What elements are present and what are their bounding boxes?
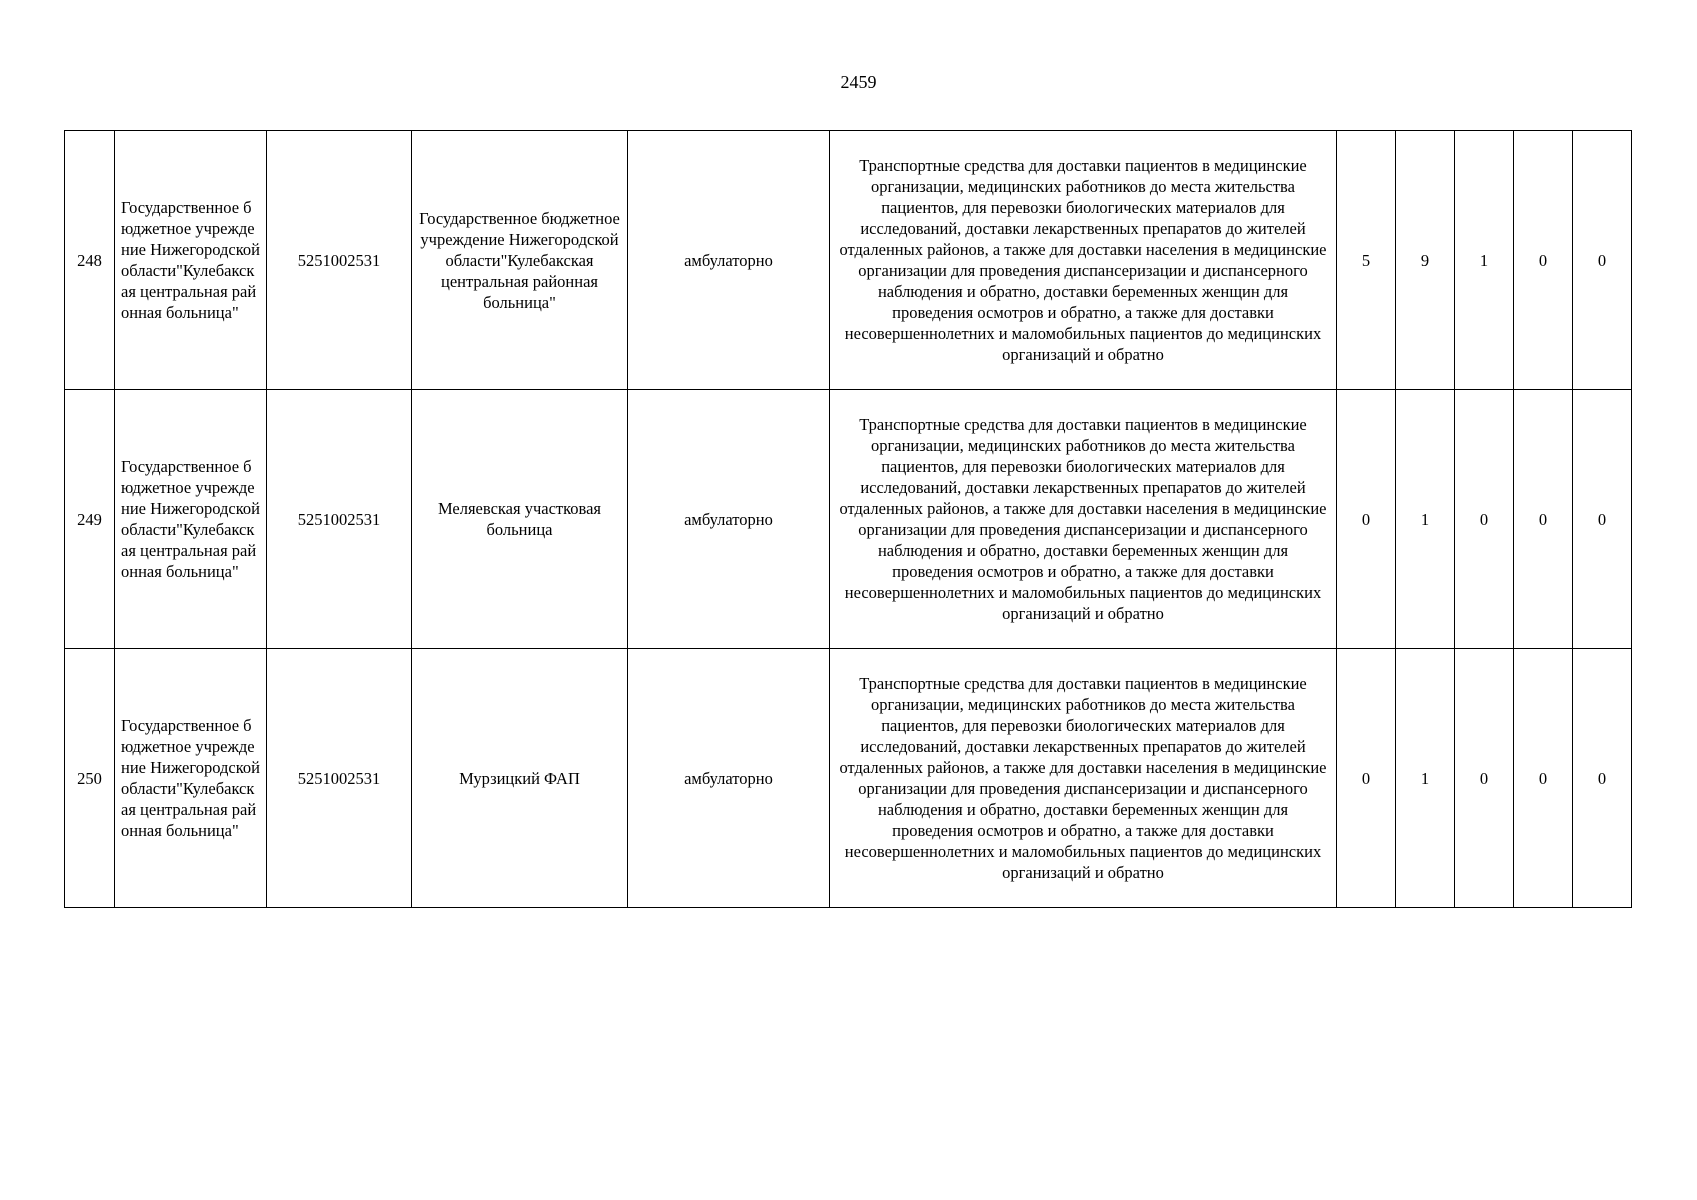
row-number-cell: 248	[65, 131, 115, 390]
value-cell-2: 1	[1396, 649, 1455, 908]
inn-cell: 5251002531	[267, 131, 412, 390]
page-number: 2459	[840, 72, 877, 92]
value-cell-2: 1	[1396, 390, 1455, 649]
unit-name-cell: Меляевская участковая больница	[412, 390, 628, 649]
table-row	[65, 390, 1632, 649]
care-type-cell: амбулаторно	[628, 390, 830, 649]
unit-name-cell: Мурзицкий ФАП	[412, 649, 628, 908]
row-number-cell: 250	[65, 649, 115, 908]
organization-name-cell: Государственное бюджетное учреждение Нижегородской области"Кулебакская центральная районная больница"	[115, 649, 267, 908]
value-cell-5: 0	[1573, 649, 1632, 908]
value-cell-4: 0	[1514, 390, 1573, 649]
organization-name-cell: Государственное бюджетное учреждение Нижегородской области"Кулебакская центральная районная больница"	[115, 390, 267, 649]
value-cell-5: 0	[1573, 390, 1632, 649]
unit-name-cell: Государственное бюджетное учреждение Нижегородской области"Кулебакская центральная районная больница"	[412, 131, 628, 390]
vehicle-purpose-cell: Транспортные средства для доставки пациентов в медицинские организации, медицинских работников до места жительства пациентов, для перевозки биологических материалов для исследований, доставки лекарственных препаратов до жителей отдаленных районов, а также для доставки населения в медицинские организации для проведения диспансеризации и диспансерного наблюдения и обратно, доставки беременных женщин для проведения осмотров и обратно, а также для доставки несовершеннолетних и маломобильных пациентов до медицинских организаций и обратно	[830, 649, 1337, 908]
table-row	[65, 131, 1632, 390]
value-cell-3: 0	[1455, 649, 1514, 908]
inn-cell: 5251002531	[267, 649, 412, 908]
organization-name-cell: Государственное бюджетное учреждение Нижегородской области"Кулебакская центральная районная больница"	[115, 131, 267, 390]
value-cell-5: 0	[1573, 131, 1632, 390]
value-cell-3: 1	[1455, 131, 1514, 390]
value-cell-2: 9	[1396, 131, 1455, 390]
vehicle-purpose-cell: Транспортные средства для доставки пациентов в медицинские организации, медицинских работников до места жительства пациентов, для перевозки биологических материалов для исследований, доставки лекарственных препаратов до жителей отдаленных районов, а также для доставки населения в медицинские организации для проведения диспансеризации и диспансерного наблюдения и обратно, доставки беременных женщин для проведения осмотров и обратно, а также для доставки несовершеннолетних и маломобильных пациентов до медицинских организаций и обратно	[830, 131, 1337, 390]
value-cell-4: 0	[1514, 131, 1573, 390]
table-row	[65, 649, 1632, 908]
value-cell-1: 5	[1337, 131, 1396, 390]
care-type-cell: амбулаторно	[628, 131, 830, 390]
value-cell-1: 0	[1337, 390, 1396, 649]
value-cell-3: 0	[1455, 390, 1514, 649]
vehicle-purpose-cell: Транспортные средства для доставки пациентов в медицинские организации, медицинских работников до места жительства пациентов, для перевозки биологических материалов для исследований, доставки лекарственных препаратов до жителей отдаленных районов, а также для доставки населения в медицинские организации для проведения диспансеризации и диспансерного наблюдения и обратно, доставки беременных женщин для проведения осмотров и обратно, а также для доставки несовершеннолетних и маломобильных пациентов до медицинских организаций и обратно	[830, 390, 1337, 649]
vehicles-table	[64, 130, 1632, 908]
care-type-cell: амбулаторно	[628, 649, 830, 908]
inn-cell: 5251002531	[267, 390, 412, 649]
row-number-cell: 249	[65, 390, 115, 649]
value-cell-4: 0	[1514, 649, 1573, 908]
value-cell-1: 0	[1337, 649, 1396, 908]
